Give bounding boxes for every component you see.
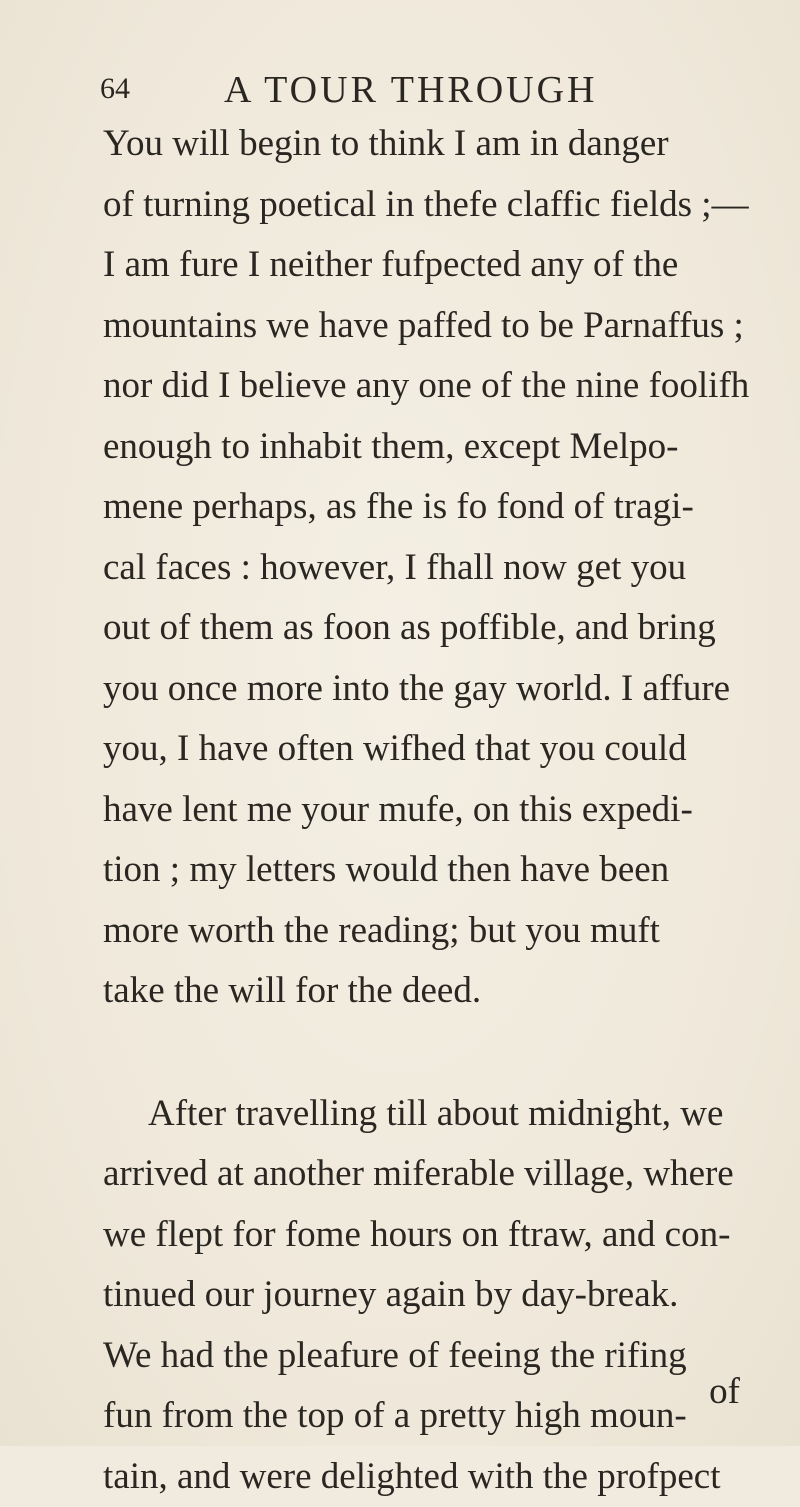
text-line: cal faces : however, I fhall now get you	[103, 538, 783, 599]
text-line: fun from the top of a pretty high moun-	[103, 1386, 783, 1447]
text-line: we flept for fome hours on ftraw, and con-	[103, 1205, 783, 1266]
paragraph-1	[103, 114, 783, 1022]
text-line: mountains we have paffed to be Parnaffus ;	[103, 296, 783, 357]
text-line: have lent me your mufe, on this expedi-	[103, 780, 783, 841]
text-line: We had the pleafure of feeing the rifing	[103, 1326, 783, 1387]
text-line: you, I have often wifhed that you could	[103, 719, 783, 780]
text-line: tinued our journey again by day-break.	[103, 1265, 783, 1326]
text-line: you once more into the gay world. I affure	[103, 659, 783, 720]
page-header	[100, 68, 740, 118]
text-line: tain, and were delighted with the profpect	[103, 1447, 783, 1507]
text-line: After travelling till about midnight, we	[103, 1084, 783, 1145]
text-line: arrived at another miferable village, where	[103, 1144, 783, 1205]
text-line: more worth the reading; but you muft	[103, 901, 783, 962]
text-line: You will begin to think I am in danger	[103, 114, 783, 175]
text-line: tion ; my letters would then have been	[103, 840, 783, 901]
paragraph-spacer	[103, 1022, 783, 1084]
text-line: of turning poetical in thefe claffic fields ;—	[103, 175, 783, 236]
text-line: nor did I believe any one of the nine foolifh	[103, 356, 783, 417]
text-line: mene perhaps, as fhe is fo fond of tragi-	[103, 477, 783, 538]
catchword: of	[709, 1362, 740, 1422]
text-line: I am fure I neither fufpected any of the	[103, 235, 783, 296]
page-number: 64	[100, 72, 130, 106]
text-line: out of them as foon as poffible, and bring	[103, 598, 783, 659]
text-line: take the will for the deed.	[103, 961, 783, 1022]
text-line: enough to inhabit them, except Melpo-	[103, 417, 783, 478]
paragraph-2	[103, 1084, 783, 1507]
body-text	[103, 114, 783, 1507]
running-head: A TOUR THROUGH	[224, 68, 598, 112]
